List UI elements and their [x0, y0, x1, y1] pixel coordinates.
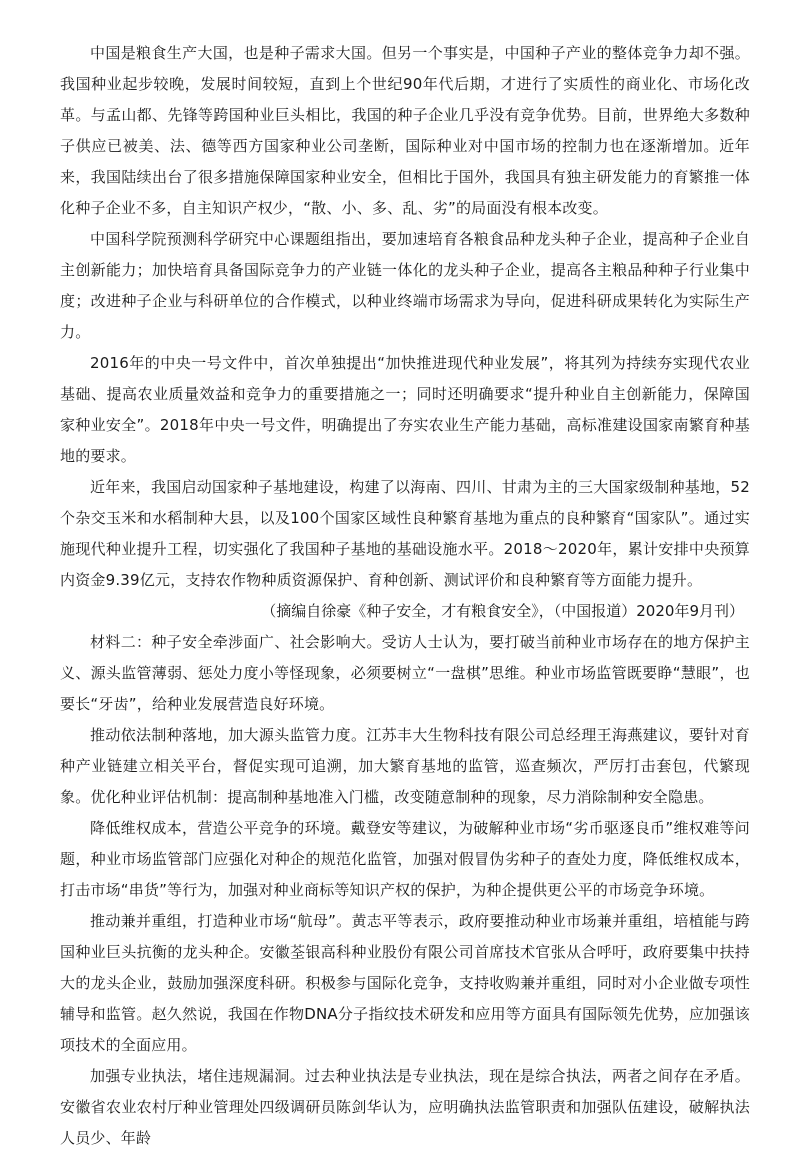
paragraph-material-2: 材料二：种子安全牵涉面广、社会影响大。受访人士认为，要打破当前种业市场存在的地方保护主义、源头监管薄弱、惩处力度小等怪现象，必须要树立“一盘棋”思维。种业市场监管既要睁“慧眼”，也要长“牙齿”，给种业发展营造良好环境。	[60, 633, 750, 713]
paragraph-6: 推动依法制种落地，加大源头监管力度。江苏丰大生物科技有限公司总经理王海燕建议，要针对育种产业链建立相关平台，督促实现可追溯，加大繁育基地的监管，巡查频次，严厉打击套包，代繁现象。优化种业评估机制：提高制种基地准入门槛，改变随意制种的现象，尽力消除制种安全隐患。	[60, 726, 750, 806]
document-body	[60, 38, 750, 1154]
paragraph-7: 降低维权成本，营造公平竞争的环境。戴登安等建议，为破解种业市场“劣币驱逐良币”维权难等问题，种业市场监管部门应强化对种企的规范化监管，加强对假冒伪劣种子的查处力度，降低维权成本，打击市场“串货”等行为，加强对种业商标等知识产权的保护，为种企提供更公平的市场竞争环境。	[60, 819, 750, 899]
paragraph-2: 中国科学院预测科学研究中心课题组指出，要加速培育各粮食品种龙头种子企业，提高种子企业自主创新能力；加快培育具备国际竞争力的产业链一体化的龙头种子企业，提高各主粮品种种子行业集中度；改进种子企业与科研单位的合作模式，以种业终端市场需求为导向，促进科研成果转化为实际生产力。	[60, 230, 750, 341]
paragraph-8: 推动兼并重组，打造种业市场“航母”。黄志平等表示，政府要推动种业市场兼并重组，培植能与跨国种业巨头抗衡的龙头种企。安徽荃银高科种业股份有限公司首席技术官张从合呼吁，政府要集中扶持大的龙头企业，鼓励加强深度科研。积极参与国际化竞争，支持收购兼并重组，同时对小企业做专项性辅导和监管。赵久然说，我国在作物DNA分子指纹技术研发和应用等方面具有国际领先优势，应加强该项技术的全面应用。	[60, 912, 750, 1054]
paragraph-9: 加强专业执法，堵住违规漏洞。过去种业执法是专业执法，现在是综合执法，两者之间存在矛盾。安徽省农业农村厅种业管理处四级调研员陈剑华认为，应明确执法监管职责和加强队伍建设，破解执法人员少、年龄	[60, 1067, 750, 1147]
paragraph-1: 中国是粮食生产大国，也是种子需求大国。但另一个事实是，中国种子产业的整体竞争力却不强。我国种业起步较晚，发展时间较短，直到上个世纪90年代后期，才进行了实质性的商业化、市场化改革。与孟山都、先锋等跨国种业巨头相比，我国的种子企业几乎没有竞争优势。目前，世界绝大多数种子供应已被美、法、德等西方国家种业公司垄断，国际种业对中国市场的控制力也在逐渐增加。近年来，我国陆续出台了很多措施保障国家种业安全，但相比于国外，我国具有独主研发能力的育繁推一体化种子企业不多，自主知识产权少，“散、小、多、乱、劣”的局面没有根本改变。	[60, 44, 750, 217]
paragraph-3: 2016年的中央一号文件中，首次单独提出“加快推进现代种业发展”，将其列为持续夯实现代农业基础、提高农业质量效益和竞争力的重要措施之一；同时还明确要求“提升种业自主创新能力，保障国家种业安全”。2018年中央一号文件，明确提出了夯实农业生产能力基础，高标准建设国家南繁育种基地的要求。	[60, 354, 750, 465]
source-citation: （摘编自徐豪《种子安全，才有粮食安全》，（中国报道）2020年9月刊）	[261, 602, 744, 620]
paragraph-4: 近年来，我国启动国家种子基地建设，构建了以海南、四川、甘肃为主的三大国家级制种基地，52个杂交玉米和水稻制种大县，以及100个国家区域性良种繁育基地为重点的良种繁育“国家队”。通过实施现代种业提升工程，切实强化了我国种子基地的基础设施水平。2018～2020年，累计安排中央预算内资金9.39亿元，支持农作物种质资源保护、育种创新、测试评价和良种繁育等方面能力提升。	[60, 478, 750, 589]
